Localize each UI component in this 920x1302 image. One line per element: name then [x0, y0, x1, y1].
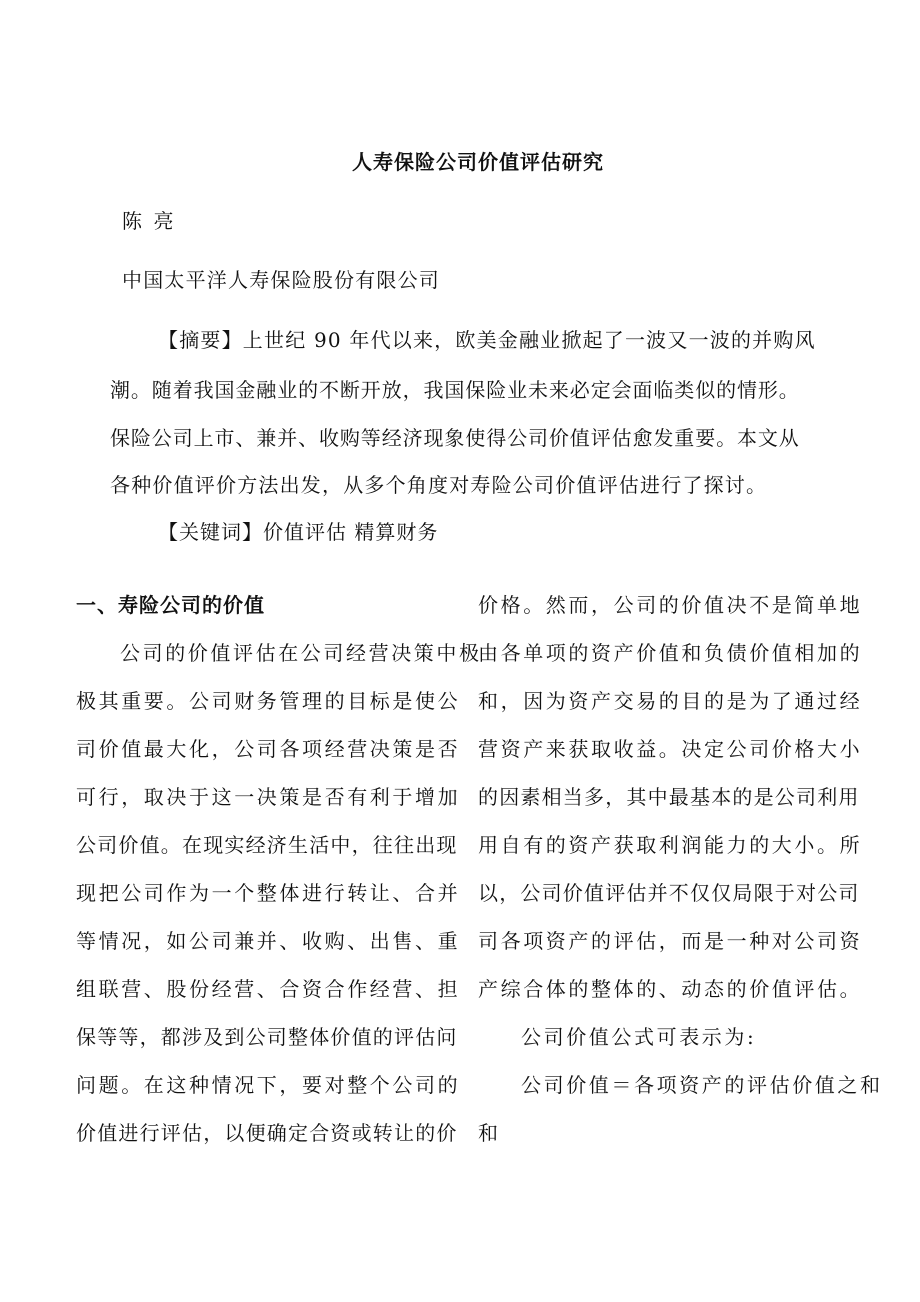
paragraph-line: 问题。在这种情况下，要对整个公司的: [76, 1073, 461, 1097]
paragraph-line: 可行，取决于这一决策是否有利于增加: [76, 785, 461, 809]
document-title: 人寿保险公司价值评估研究: [352, 150, 604, 174]
paragraph-line: 组联营、股份经营、合资合作经营、担: [76, 977, 461, 1001]
paragraph-line: 和，因为资产交易的目的是为了通过经: [478, 689, 863, 713]
paragraph-line: 极其重要。公司财务管理的目标是使公: [76, 689, 461, 713]
abstract-line: 潮。随着我国金融业的不断开放，我国保险业未来必定会面临类似的情形。: [110, 378, 800, 402]
paragraph-line: 价格。然而，公司的价值决不是简单地: [478, 593, 863, 617]
paragraph-line: 营资产来获取收益。决定公司价格大小: [478, 737, 863, 761]
abstract-line: 保险公司上市、兼并、收购等经济现象使得公司价值评估愈发重要。本文从: [110, 426, 800, 450]
abstract-line: 各种价值评价方法出发，从多个角度对寿险公司价值评估进行了探讨。: [110, 473, 768, 497]
paragraph-line: 产综合体的整体的、动态的价值评估。: [478, 977, 863, 1001]
paragraph-line: 司价值最大化，公司各项经营决策是否: [76, 737, 461, 761]
author: 陈 亮: [122, 209, 177, 233]
paragraph-line: 以，公司价值评估并不仅仅局限于对公司: [478, 881, 860, 905]
paragraph-line: 公司的价值评估在公司经营决策中极: [120, 641, 482, 665]
paragraph-line: 由各单项的资产价值和负债价值相加的: [478, 641, 863, 665]
paragraph-line: 保等等，都涉及到公司整体价值的评估问: [76, 1025, 458, 1049]
paragraph-line: 用自有的资产获取利润能力的大小。所: [478, 833, 863, 857]
formula: 公司价值＝各项资产的评估价值之和: [521, 1073, 883, 1097]
paragraph-line: 现把公司作为一个整体进行转让、合并: [76, 881, 461, 905]
paragraph-line: 司各项资产的评估，而是一种对公司资: [478, 929, 863, 953]
paragraph-line: 的因素相当多，其中最基本的是公司利用: [478, 785, 860, 809]
paragraph-line: 和: [478, 1121, 501, 1145]
abstract-line: 【摘要】上世纪 90 年代以来，欧美金融业掀起了一波又一波的并购风: [158, 328, 816, 352]
formula-intro: 公司价值公式可表示为:: [521, 1025, 757, 1049]
paragraph-line: 公司价值。在现实经济生活中，往往出现: [76, 833, 458, 857]
keywords: 【关键词】价值评估 精算财务: [158, 520, 439, 544]
paragraph-line: 等情况，如公司兼并、收购、出售、重: [76, 929, 461, 953]
affiliation: 中国太平洋人寿保险股份有限公司: [122, 268, 440, 292]
paragraph-line: 价值进行评估，以便确定合资或转让的价: [76, 1121, 458, 1145]
section-heading: 一、寿险公司的价值: [76, 593, 265, 617]
